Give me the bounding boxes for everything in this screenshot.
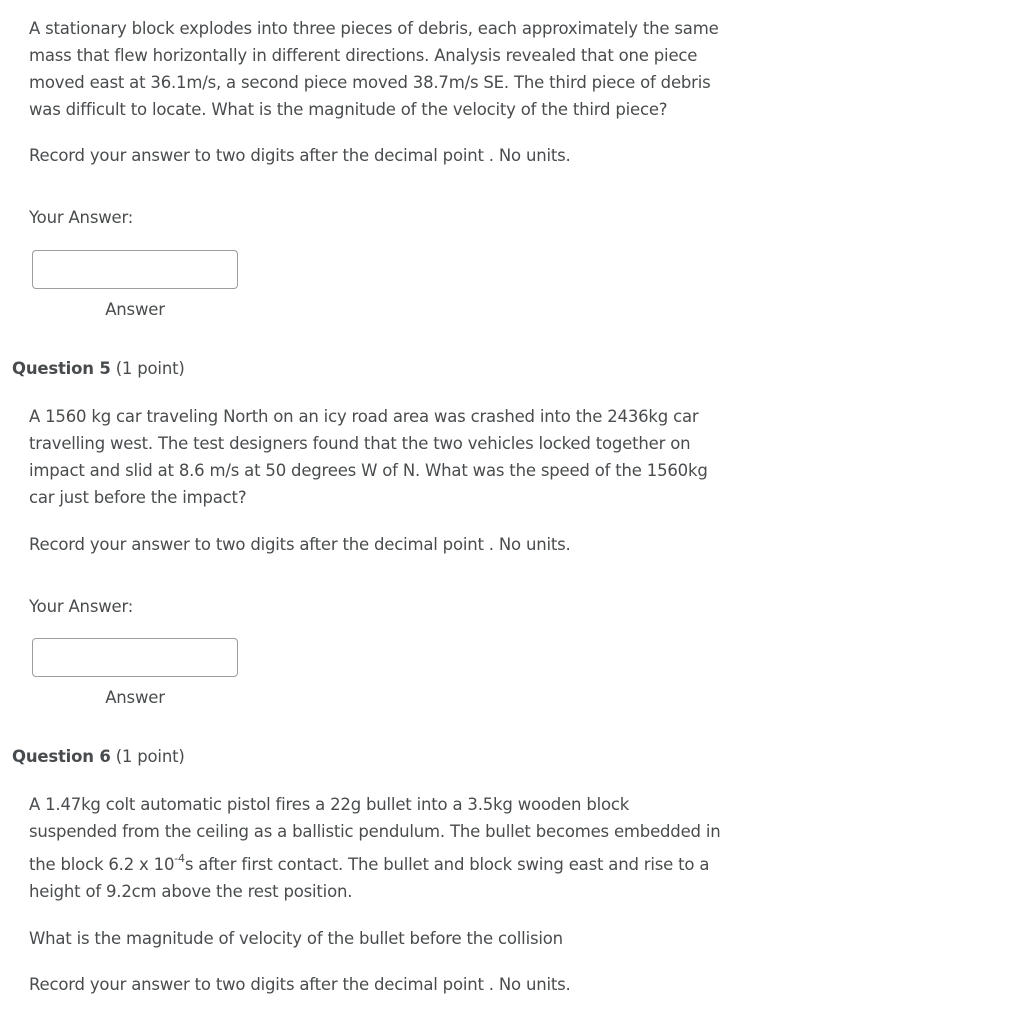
q4-body bbox=[29, 15, 749, 123]
q6-body bbox=[29, 791, 749, 905]
q6-header bbox=[12, 746, 185, 768]
q5-answer-caption: Answer bbox=[105, 688, 165, 707]
q5-line: A 1560 kg car traveling North on an icy road area was crashed into the 2436kg car bbox=[29, 407, 699, 426]
q4-answer-input[interactable] bbox=[32, 250, 238, 289]
q6-question: What is the magnitude of velocity of the bullet before the collision bbox=[29, 929, 563, 948]
q6-points: (1 point) bbox=[115, 747, 185, 766]
q4-line: mass that flew horizontally in different directions. Analysis revealed that one piece bbox=[29, 46, 698, 65]
q6-line3-pre: the block 6.2 x 10 bbox=[29, 855, 175, 874]
q6-line3-post: s after first contact. The bullet and block swing east and rise to a bbox=[184, 855, 710, 874]
q4-line: moved east at 36.1m/s, a second piece moved 38.7m/s SE. The third piece of debris bbox=[29, 73, 711, 92]
q6-line: height of 9.2cm above the rest position. bbox=[29, 882, 353, 901]
q6-record-instruction: Record your answer to two digits after the decimal point . No units. bbox=[29, 975, 571, 994]
q4-record-instruction: Record your answer to two digits after the decimal point . No units. bbox=[29, 146, 571, 165]
q5-body bbox=[29, 403, 749, 511]
q5-answer-input[interactable] bbox=[32, 638, 238, 677]
q4-your-answer-label: Your Answer: bbox=[29, 208, 134, 227]
q6-line-with-exponent bbox=[29, 845, 749, 878]
q6-line: A 1.47kg colt automatic pistol fires a 22g bullet into a 3.5kg wooden block bbox=[29, 795, 630, 814]
q4-answer-caption: Answer bbox=[105, 300, 165, 319]
q6-title: Question 6 bbox=[12, 747, 111, 766]
q5-line: car just before the impact? bbox=[29, 488, 247, 507]
q6-line: suspended from the ceiling as a ballistic pendulum. The bullet becomes embedded in bbox=[29, 822, 721, 841]
q5-your-answer-label: Your Answer: bbox=[29, 597, 134, 616]
q5-points: (1 point) bbox=[115, 359, 185, 378]
q5-title: Question 5 bbox=[12, 359, 111, 378]
q5-record-instruction: Record your answer to two digits after the decimal point . No units. bbox=[29, 535, 571, 554]
q5-line: travelling west. The test designers found that the two vehicles locked together on bbox=[29, 434, 691, 453]
q6-exponent: -4 bbox=[174, 851, 185, 865]
q4-line: was difficult to locate. What is the magnitude of the velocity of the third piece? bbox=[29, 100, 668, 119]
q4-line: A stationary block explodes into three pieces of debris, each approximately the same bbox=[29, 19, 719, 38]
q5-header bbox=[12, 358, 185, 380]
q5-line: impact and slid at 8.6 m/s at 50 degrees W of N. What was the speed of the 1560kg bbox=[29, 461, 708, 480]
